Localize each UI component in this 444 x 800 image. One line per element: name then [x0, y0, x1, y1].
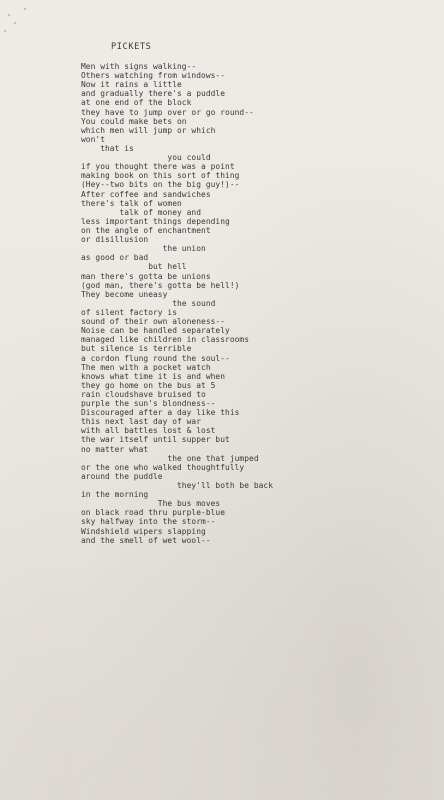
poem-line: with all battles lost & lost	[81, 426, 216, 436]
poem-line: Others watching from windows--	[81, 71, 226, 81]
poem-line: They become uneasy	[81, 289, 168, 299]
poem-line: there's talk of women	[81, 198, 182, 208]
poem-line: but silence is terrible	[81, 344, 192, 354]
poem-line: the sound	[81, 298, 216, 308]
poem-line: of silent factory is	[81, 307, 178, 317]
poem-line: won't	[81, 134, 106, 144]
poem-line: making book on this sort of thing	[81, 171, 240, 181]
poem-line: The men with a pocket watch	[81, 362, 211, 372]
poem-line: Windshield wipers slapping	[81, 526, 206, 536]
poem-line: (god man, there's gotta be hell!)	[81, 280, 240, 290]
poem-line: which men will jump or which	[81, 125, 216, 135]
poem-line: and gradually there's a puddle	[81, 89, 226, 99]
poem-line: on the angle of enchantment	[81, 225, 211, 235]
poem-line: they go home on the bus at 5	[81, 380, 216, 390]
poem-line: they have to jump over or go round--	[81, 107, 254, 117]
poem-line: no matter what	[81, 444, 149, 454]
poem-line: they'll both be back	[81, 481, 274, 491]
poem-line: the union	[81, 244, 206, 254]
poem-line: and the smell of wet wool--	[81, 535, 211, 545]
poem-line: but hell	[81, 262, 187, 272]
poem-line: sound of their own aloneness--	[81, 317, 226, 327]
poem-line: Men with signs walking--	[81, 62, 197, 71]
paper-speck	[14, 22, 16, 24]
poem-line: rain cloudshave bruised to	[81, 389, 206, 399]
poem-line: a cordon flung round the soul--	[81, 353, 230, 363]
poem-line: managed like children in classrooms	[81, 335, 250, 345]
poem-line: You could make bets on	[81, 116, 187, 126]
poem-line: talk of money and	[81, 207, 202, 217]
poem-line: as good or bad	[81, 253, 149, 263]
paper-speck	[4, 30, 6, 32]
poem-line: or the one who walked thoughtfully	[81, 462, 245, 472]
poem-line: this next last day of war	[81, 417, 202, 427]
paper-speck	[24, 8, 26, 10]
poem-line: or disillusion	[81, 235, 149, 245]
poem-line: around the puddle	[81, 471, 163, 481]
poem-line: Now it rains a little	[81, 80, 182, 90]
poem-line: the war itself until supper but	[81, 435, 230, 445]
poem-line: The bus moves	[81, 499, 221, 509]
poem-line: Noise can be handled separately	[81, 326, 230, 336]
paper-speck	[8, 14, 10, 16]
poem-line: in the morning	[81, 490, 149, 500]
poem-line: if you thought there was a point	[81, 162, 235, 172]
poem-line: on black road thru purple-blue	[81, 508, 226, 518]
poem-line: (Hey--two bits on the big guy!)--	[81, 180, 240, 190]
poem-line: Discouraged after a day like this	[81, 408, 240, 418]
poem-line: that is	[81, 143, 134, 153]
poem-line: you could	[81, 153, 211, 163]
poem-body	[81, 62, 421, 545]
poem-line: After coffee and sandwiches	[81, 189, 211, 199]
poem-line: the one that jumped	[81, 453, 259, 463]
poem-line: at one end of the block	[81, 98, 192, 108]
poem-title: PICKETS	[111, 42, 152, 52]
poem-line: man there's gotta be unions	[81, 271, 211, 281]
poem-line: less important things depending	[81, 216, 230, 226]
poem-line: sky halfway into the storm--	[81, 517, 216, 527]
poem-line: purple the sun's blondness--	[81, 399, 216, 409]
poem-line: knows what time it is and when	[81, 371, 226, 381]
